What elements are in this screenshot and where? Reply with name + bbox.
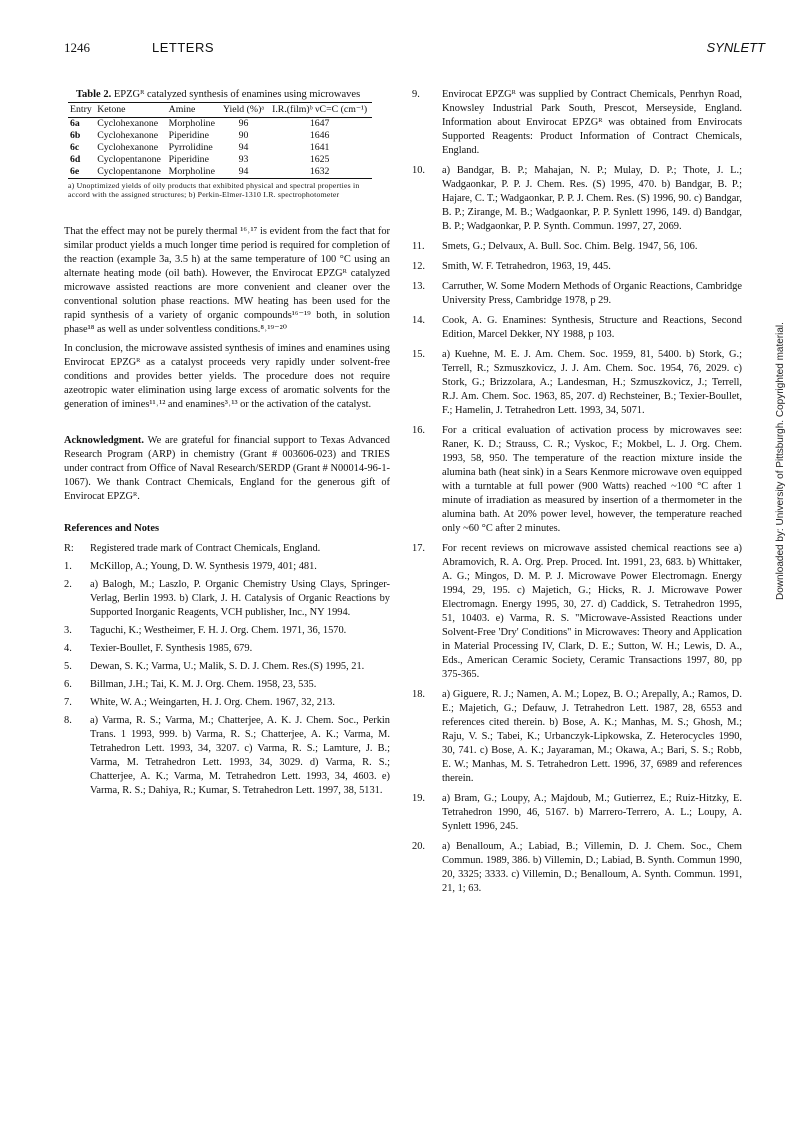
cell-entry: 6e bbox=[68, 166, 95, 179]
ref-number: 7. bbox=[64, 697, 72, 708]
ref-number: 5. bbox=[64, 661, 72, 672]
ref-number: 12. bbox=[412, 261, 425, 272]
reference-item bbox=[412, 88, 742, 158]
reference-item bbox=[412, 792, 742, 834]
table-header-row bbox=[68, 103, 372, 118]
ref-number: R: bbox=[64, 543, 74, 554]
reference-item bbox=[64, 660, 390, 674]
ref-number: 20. bbox=[412, 841, 425, 852]
col-entry: Entry bbox=[68, 103, 95, 118]
reference-item bbox=[412, 164, 742, 234]
table-row bbox=[68, 130, 372, 142]
cell-amine: Piperidine bbox=[168, 130, 209, 141]
reference-item bbox=[412, 840, 742, 896]
ref-text: a) Kuehne, M. E. J. Am. Chem. Soc. 1959, 81, 5400. b) Stork, G.; Terrell, R.; Szmuszkovicz, J. J. Am. Chem. Soc. 1954, 76, 2029. c) Stork, G.; Brizzolara, A.; Landesman, H.; Szmuszkovicz, J.; Terrell, R.J. Am. Chem. Soc. 1963, 85, 207. d) Rechsteiner, B.; Texier-Boullet, F.; Hamelin, J. Tetrahedron Lett. 1993, 34, 5071. bbox=[442, 349, 742, 416]
ref-number: 4. bbox=[64, 643, 72, 654]
table-caption-label: Table 2. bbox=[76, 89, 112, 100]
cell-yield: 94 bbox=[220, 166, 268, 179]
ref-number: 13. bbox=[412, 281, 425, 292]
page-number: 1246 bbox=[64, 40, 90, 55]
cell-yield: 96 bbox=[238, 118, 249, 129]
table-row bbox=[68, 166, 372, 179]
cell-amine: Morpholine bbox=[167, 166, 220, 179]
ref-number: 11. bbox=[412, 241, 425, 252]
ref-text: Dewan, S. K.; Varma, U.; Malik, S. D. J. Chem. Res.(S) 1995, 21. bbox=[90, 661, 365, 672]
cell-yield: 90 bbox=[238, 130, 249, 141]
reference-item bbox=[412, 240, 742, 254]
ref-text: Carruther, W. Some Modern Methods of Organic Reactions, Cambridge University Press, Cambridge 1978, p 29. bbox=[442, 281, 742, 306]
body-paragraph: That the effect may not be purely thermal ¹⁶˒¹⁷ is evident from the fact that for similar product yields a much longer time period is required for completion of the reaction (example 3a, 3.5 h) at the same temperature of 100 °C using an alternate heating mode (oil bath). However, the Envirocat EPZGᴿ catalyzed microwave assisted reactions are more convenient and cleaner over the conventional solution phase reactions. MW heating has been used for the rapid synthesis of a variety of organic compounds¹⁶⁻¹⁹ both, in solution phase¹⁸ as well as under solventless conditions.⁸˒¹⁹⁻²⁰ bbox=[64, 226, 390, 335]
reference-item bbox=[412, 688, 742, 786]
ref-text: Smets, G.; Delvaux, A. Bull. Soc. Chim. Belg. 1947, 56, 106. bbox=[442, 241, 698, 252]
ref-number: 18. bbox=[412, 689, 425, 700]
right-column bbox=[412, 88, 742, 902]
ack-label: Acknowledgment. bbox=[64, 435, 144, 446]
ref-number: 8. bbox=[64, 715, 72, 726]
cell-ir: 1632 bbox=[267, 166, 372, 179]
ref-text: a) Bandgar, B. P.; Mahajan, N. P.; Mulay, D. P.; Thote, J. L.; Wadgaonkar, P. P. J. Chem. Res. (S) 1995, 470. b) Bandgar, B. P.; Hajare, C. T.; Wadgaonkar, P. P. J. Chem. Res. (S) 1996, 90. c) Bandgar, B. P.; Zirange, M. B.; Wadgaonkar, P. P. Synlett 1996, 149. d) Bandgar, B. P.; Wadgaonkar, P. P. Synth. Commun. 1997, 27, 2069. bbox=[442, 165, 742, 232]
reference-item bbox=[412, 348, 742, 418]
reference-item bbox=[64, 560, 390, 574]
reference-item bbox=[412, 424, 742, 536]
reference-item bbox=[64, 624, 390, 638]
reference-item bbox=[412, 260, 742, 274]
table-caption-text: EPZGᴿ catalyzed synthesis of enamines using microwaves bbox=[113, 89, 361, 100]
reference-item bbox=[64, 678, 390, 692]
ref-number: 2. bbox=[64, 579, 72, 590]
cell-ketone: Cyclohexanone bbox=[97, 118, 159, 129]
cell-ketone: Cyclopentanone bbox=[97, 154, 161, 165]
ref-text: White, W. A.; Weingarten, H. J. Org. Chem. 1967, 32, 213. bbox=[90, 697, 335, 708]
reference-item bbox=[412, 280, 742, 308]
cell-amine: Piperidine bbox=[168, 154, 209, 165]
cell-ketone: Cyclohexanone bbox=[97, 130, 159, 141]
cell-entry: 6d bbox=[70, 154, 81, 165]
left-column bbox=[64, 88, 390, 802]
table-row bbox=[68, 142, 372, 154]
cell-ir: 1647 bbox=[309, 118, 330, 129]
col-ketone: Ketone bbox=[95, 103, 166, 118]
references-heading: References and Notes bbox=[64, 523, 160, 534]
ref-text: a) Bram, G.; Loupy, A.; Majdoub, M.; Gutierrez, E.; Ruiz-Hitzky, E. Tetrahedron 1990, 46, 5167. b) Marrero-Terrero, A. L.; Loupy, A. Synlett 1996, 245. bbox=[442, 793, 742, 832]
reference-item bbox=[64, 642, 390, 656]
ref-text: McKillop, A.; Young, D. W. Synthesis 1979, 401; 481. bbox=[90, 561, 317, 572]
reference-item bbox=[412, 314, 742, 342]
table-row bbox=[68, 118, 372, 131]
acknowledgment bbox=[64, 434, 390, 504]
cell-entry: 6b bbox=[70, 130, 81, 141]
col-amine: Amine bbox=[167, 103, 220, 118]
cell-amine: Pyrrolidine bbox=[168, 142, 213, 153]
table-caption bbox=[76, 88, 390, 102]
enamine-table bbox=[68, 102, 372, 179]
cell-ir: 1625 bbox=[309, 154, 330, 165]
ref-text: a) Giguere, R. J.; Namen, A. M.; Lopez, B. O.; Arepally, A.; Ramos, D. E.; Majetich, G.; Defauw, J. Tetrahedron Lett. 1987, 28, 6553 and references cited therein. b) Bose, A. K.; Manhas, M. S.; Ghosh, M.; Raju, V. S.; Tabei, K.; Urbanczyk-Lipkowska, Z. Heterocycles 1990, 30, 741. c) Bose, A. K.; Jayaraman, M.; Okawa, A.; Bari, S. S.; Robb, E. W.; Manhas, M. S. Tetrahedron Lett. 1996, 37, 6989 and references therein. bbox=[442, 689, 742, 784]
cell-ketone: Cyclopentanone bbox=[95, 166, 166, 179]
ref-number: 10. bbox=[412, 165, 425, 176]
ref-number: 16. bbox=[412, 425, 425, 436]
cell-ketone: Cyclohexanone bbox=[97, 142, 159, 153]
ref-text: Smith, W. F. Tetrahedron, 1963, 19, 445. bbox=[442, 261, 611, 272]
ref-text: Envirocat EPZGᴿ was supplied by Contract Chemicals, Penrhyn Road, Knowsley Industrial Park South, Prescot, Merseyside, England. Information about Envirocat EPZGᴿ was obtained from Envirocats Supported Reagents: Product Information of Contract Chemicals, England. bbox=[442, 89, 742, 156]
ref-text: For a critical evaluation of activation process by microwaves see: Raner, K. D.; Strauss, C. R.; Vyskoc, F.; Mokbel, L. J. Org. Chem. 1993, 58, 950. The temperature of the reaction mixture inside the alumina bath (heat sink) in a Sears Kenmore microwave oven equipped with a turntable at full power (900 Watts) reached ~100 °C after 1 minute of irradiation as measured by insertion of a thermometer in the alumina bath. At 20% power level, however, the temperature reached only ~60 °C after 2 minutes. bbox=[442, 425, 742, 534]
cell-amine: Morpholine bbox=[168, 118, 215, 129]
journal-name: SYNLETT bbox=[706, 40, 765, 55]
reference-item bbox=[64, 696, 390, 710]
col-yield: Yield (%)ᵃ bbox=[220, 103, 268, 118]
ref-number: 9. bbox=[412, 89, 420, 100]
section-title: LETTERS bbox=[152, 40, 215, 55]
table-row bbox=[68, 154, 372, 166]
table-footnote: a) Unoptimized yields of oily products that exhibited physical and spectral properties in accord with the assigned structures; b) Perkin-Elmer-1310 I.R. spectrophotometer bbox=[68, 181, 360, 199]
ref-number: 14. bbox=[412, 315, 425, 326]
reference-item bbox=[64, 578, 390, 620]
cell-ir: 1641 bbox=[309, 142, 330, 153]
ref-text: Cook, A. G. Enamines: Synthesis, Structure and Reactions, Second Edition, Marcel Dekker, NY 1988, p 103. bbox=[442, 315, 742, 340]
ref-text: Billman, J.H.; Tai, K. M. J. Org. Chem. 1958, 23, 535. bbox=[90, 679, 317, 690]
download-watermark: Downloaded by: University of Pittsburgh. Copyrighted material. bbox=[775, 322, 786, 600]
body-paragraph: In conclusion, the microwave assisted synthesis of imines and enamines using Envirocat EPZGᴿ as a catalyst proceeds very rapidly under solvent-free conditions and provides better yields. The procedure does not require azeotropic water elimination using large excess of aromatic solvents for the generation of imines¹¹˒¹² and enamines³˒¹³ or the activation of the catalyst. bbox=[64, 343, 390, 410]
ref-number: 6. bbox=[64, 679, 72, 690]
ref-text: a) Benalloum, A.; Labiad, B.; Villemin, D. J. Chem. Soc., Chem Commun. 1989, 386. b) Villemin, D.; Labiad, B. Synth. Commun 1990, 20, 3325; 3333. c) Villemin, D.; Benalloum, A. Synth. Commun. 1991, 21, 1; 63. bbox=[442, 841, 742, 894]
cell-entry: 6a bbox=[70, 118, 80, 129]
ref-number: 15. bbox=[412, 349, 425, 360]
cell-entry: 6c bbox=[70, 142, 80, 153]
reference-item bbox=[64, 714, 390, 798]
cell-yield: 94 bbox=[238, 142, 249, 153]
cell-yield: 93 bbox=[238, 154, 249, 165]
ref-text: For recent reviews on microwave assisted chemical reactions see a) Abramovich, R. A. Org. Prep. Proced. Int. 1991, 23, 683. b) Whittaker, A. G.; Mingos, D. M. P. J. Microwave Power Electromagn. Energy 1994, 29, 195. c) Majetich, G.; Hicks, R. J. Microwave Power Electromagn. Energy 1995, 30, 27. d) Caddick, S. Tetrahedron 1995, 51, 10403. e) Varma, R. S. "Microwave-Assisted Reactions under Solvent-Free 'Dry' Conditions" in Microwaves: Theory and Application in Material Processing IV, Clark, D. E.; Sutton, W. H.; Lewis, D. A., Eds., American Ceramic Society, Ceramic Transactions 1997, 80, pp 375-365. bbox=[442, 543, 742, 680]
ref-number: 17. bbox=[412, 543, 425, 554]
ref-text: a) Balogh, M.; Laszlo, P. Organic Chemistry Using Clays, Springer-Verlag, Berlin 1993. b) Clark, J. H. Catalysis of Organic Reactions by Supported Inorganic Reagents, VCH publisher, Inc., NY 1994. bbox=[90, 579, 390, 618]
ref-number: 19. bbox=[412, 793, 425, 804]
ref-text: Texier-Boullet, F. Synthesis 1985, 679. bbox=[90, 643, 253, 654]
reference-item bbox=[412, 542, 742, 682]
reference-item bbox=[64, 542, 390, 556]
ref-text: a) Varma, R. S.; Varma, M.; Chatterjee, A. K. J. Chem. Soc., Perkin Trans. 1 1993, 999. b) Varma, R. S.; Chatterjee, A. K.; Varma, M. Tetrahedron Lett. 1993, 34, 3207. c) Varma, R. S.; Lamture, J. B.; Varma, M. Tetrahedron Lett. 1993, 34, 3029. d) Varma, R. S.; Chatterjee, A. K.; Varma, M. Tetrahedron Lett. 1993, 34, 4603. e) Varma, R. S.; Dahiya, R.; Kumar, S. Tetrahedron Lett. 1997, 38, 5131. bbox=[90, 715, 390, 796]
ref-number: 3. bbox=[64, 625, 72, 636]
col-ir: I.R.(film)ᵇ νC=C (cm⁻¹) bbox=[267, 103, 372, 118]
ref-text: Registered trade mark of Contract Chemicals, England. bbox=[90, 543, 321, 554]
cell-ir: 1646 bbox=[309, 130, 330, 141]
ref-text: Taguchi, K.; Westheimer, F. H. J. Org. Chem. 1971, 36, 1570. bbox=[90, 625, 347, 636]
ack-text: We are grateful for financial support to Texas Advanced Research Program (ARP) in chemistry (Grant # 003606-023) and TRIES under contract from Office of Naval Research/SERDP (Grant # N00014-96-1-1067). We thank Contract Chemicals, England for the generous gift of Envirocat EPZGᴿ. bbox=[64, 435, 390, 502]
ref-number: 1. bbox=[64, 561, 72, 572]
